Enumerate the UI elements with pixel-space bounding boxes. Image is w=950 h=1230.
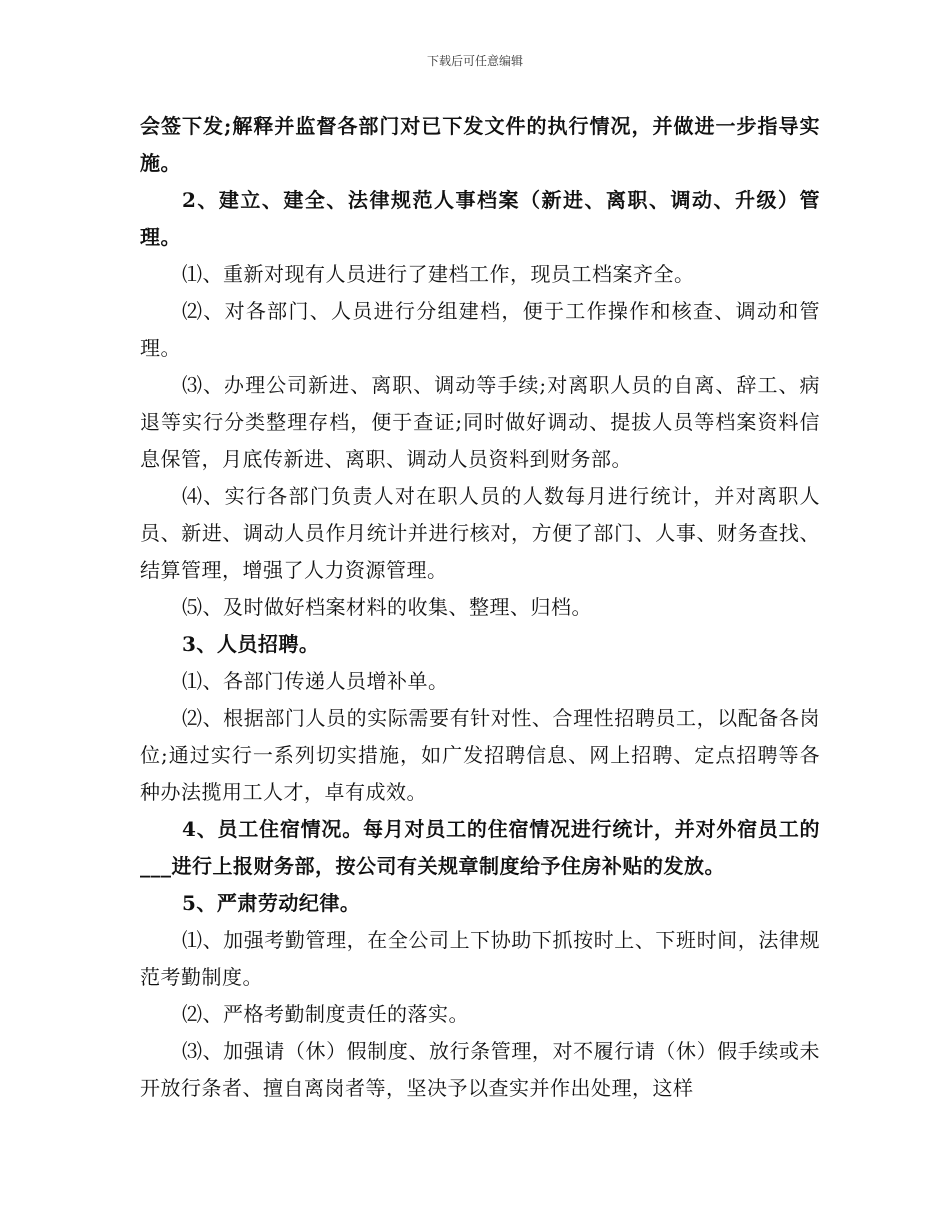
paragraph: ⑵、严格考勤制度责任的落实。 — [182, 1002, 469, 1026]
paragraph: ⑴、重新对现有人员进行了建档工作，现员工档案齐全。 — [182, 262, 695, 286]
paragraph: ⑸、及时做好档案材料的收集、整理、归档。 — [182, 595, 592, 619]
page-header: 下载后可任意编辑 — [426, 54, 523, 68]
section-heading: 3、人员招聘。 — [182, 632, 320, 656]
paragraph: ⑴、加强考勤管理，在全公司上下协助下抓按时上、下班时间，法律规范考勤制度。 — [140, 928, 820, 989]
paragraph: ⑵、根据部门人员的实际需要有针对性、合理性招聘员工，以配备各岗位;通过实行一系列切实措施，如广发招聘信息、网上招聘、定点招聘等各种办法揽用工人才，卓有成效。 — [140, 706, 820, 804]
section-heading: 2、建立、建全、法律规范人事档案（新进、离职、调动、升级）管理。 — [140, 188, 820, 249]
paragraph: ⑷、实行各部门负责人对在职人员的人数每月进行统计，并对离职人员、新进、调动人员作月统计并进行核对，方便了部门、人事、财务查找、结算管理，增强了人力资源管理。 — [140, 484, 820, 582]
paragraph: ⑵、对各部门、人员进行分组建档，便于工作操作和核查、调动和管理。 — [140, 299, 820, 360]
paragraph: 会签下发;解释并监督各部门对已下发文件的执行情况，并做进一步指导实施。 — [140, 114, 820, 175]
paragraph: ⑴、各部门传递人员增补单。 — [182, 669, 449, 693]
paragraph: ⑶、加强请（休）假制度、放行条管理，对不履行请（休）假手续或未开放行条者、擅自离岗者等，坚决予以查实并作出处理，这样 — [140, 1039, 820, 1100]
paragraph: ⑶、办理公司新进、离职、调动等手续;对离职人员的自离、辞工、病退等实行分类整理存档，便于查证;同时做好调动、提拔人员等档案资料信息保管，月底传新进、离职、调动人员资料到财务部。 — [140, 373, 820, 471]
section-heading: 5、严肃劳动纪律。 — [182, 891, 361, 915]
document-body — [140, 108, 820, 1107]
section-heading: 4、员工住宿情况。每月对员工的住宿情况进行统计，并对外宿员工的___进行上报财务部，按公司有关规章制度给予住房补贴的发放。 — [140, 817, 820, 878]
